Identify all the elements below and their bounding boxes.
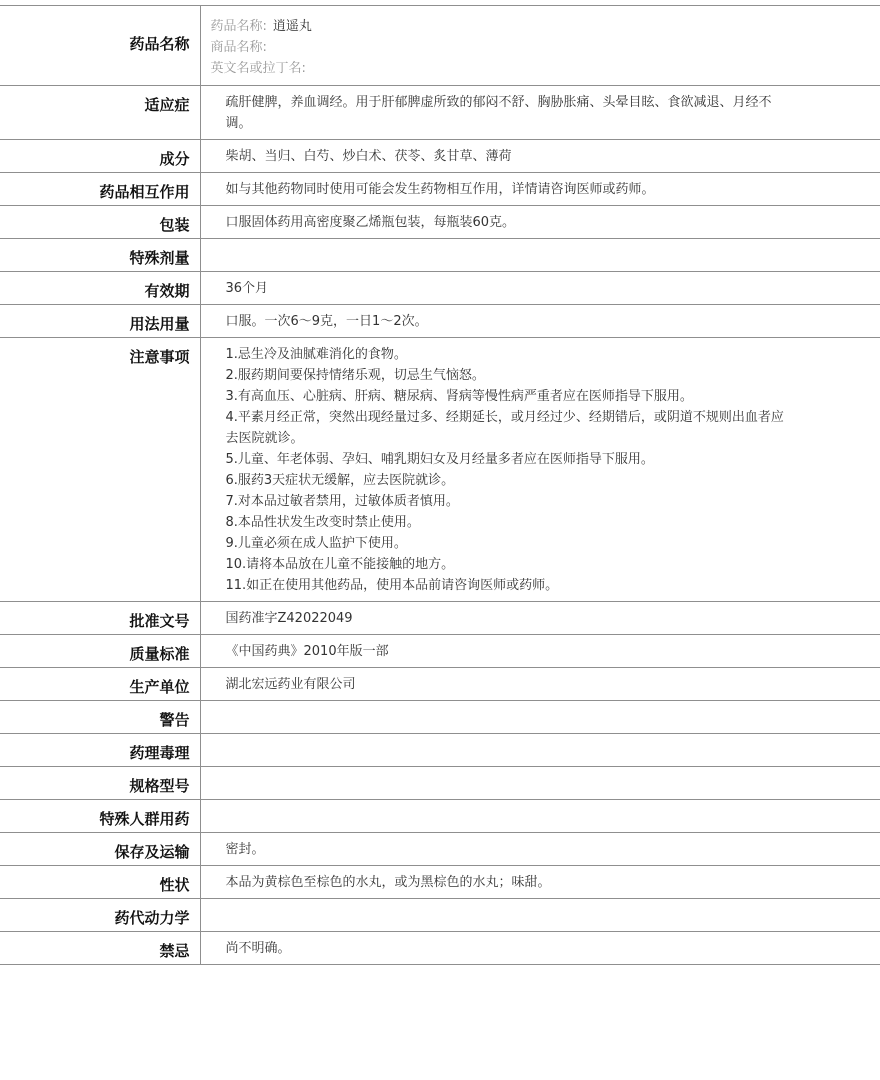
row-label-usage: 用法用量 [0,305,200,338]
row-interaction [0,173,880,206]
english-name-label: 英文名或拉丁名: [210,61,306,76]
row-packaging [0,206,880,239]
row-value-interaction: 如与其他药物同时使用可能会发生药物相互作用，详情请咨询医师或药师。 [225,182,655,197]
row-warning [0,701,880,734]
row-specification [0,767,880,800]
precaution-item: 2.服药期间要保持情绪乐观，切忌生气恼怒。 [225,368,485,383]
row-standard [0,635,880,668]
row-description [0,866,880,899]
precaution-item: 7.对本品过敏者禁用，过敏体质者慎用。 [225,494,459,509]
precaution-item: 5.儿童、年老体弱、孕妇、哺乳期妇女及月经量多者应在医师指导下服用。 [225,452,654,467]
trade-name-label: 商品名称: [210,40,267,55]
row-value-usage: 口服。一次6～9克，一日1～2次。 [225,314,428,329]
row-value-approval: 国药准字Z42022049 [225,611,353,626]
row-value-indication: 疏肝健脾，养血调经。用于肝郁脾虚所致的郁闷不舒、胸胁胀痛、头晕目眩、食欲减退、月经不调。 [225,95,772,131]
row-label-packaging: 包装 [0,206,200,239]
row-storage [0,833,880,866]
row-label-ingredients: 成分 [0,140,200,173]
row-label-indication: 适应症 [0,86,200,140]
row-value-precautions [200,338,880,602]
precaution-item: 9.儿童必须在成人监护下使用。 [225,536,407,551]
row-label-warning: 警告 [0,701,200,734]
precaution-item: 1.忌生冷及油腻难消化的食物。 [225,347,407,362]
drug-name-block [200,6,880,86]
row-value-ingredients: 柴胡、当归、白芍、炒白术、茯苓、炙甘草、薄荷 [225,149,512,164]
row-value-pharmacokinetics [200,899,880,932]
precaution-item: 4.平素月经正常，突然出现经量过多、经期延长，或月经过少、经期错后，或阴道不规则出血者应去医院就诊。 [225,410,784,446]
row-usage [0,305,880,338]
row-label-toxicology: 药理毒理 [0,734,200,767]
row-value-shelf-life: 36个月 [225,281,269,296]
row-ingredients [0,140,880,173]
row-label-description: 性状 [0,866,200,899]
row-label-pharmacokinetics: 药代动力学 [0,899,200,932]
row-value-specification [200,767,880,800]
row-label-standard: 质量标准 [0,635,200,668]
row-value-toxicology [200,734,880,767]
row-value-special-dosage [200,239,880,272]
row-label-interaction: 药品相互作用 [0,173,200,206]
row-special-population [0,800,880,833]
precaution-item: 11.如正在使用其他药品，使用本品前请咨询医师或药师。 [225,578,559,593]
drug-name-value: 逍遥丸 [272,19,312,34]
row-toxicology [0,734,880,767]
row-label-contraindications: 禁忌 [0,932,200,965]
row-indication [0,86,880,140]
row-label-approval: 批准文号 [0,602,200,635]
precaution-item: 3.有高血压、心脏病、肝病、糖尿病、肾病等慢性病严重者应在医师指导下服用。 [225,389,693,404]
row-value-description: 本品为黄棕色至棕色的水丸，或为黑棕色的水丸；味甜。 [225,875,551,890]
row-precautions [0,338,880,602]
precaution-item: 8.本品性状发生改变时禁止使用。 [225,515,420,530]
row-value-standard: 《中国药典》2010年版一部 [225,644,389,659]
row-value-special-population [200,800,880,833]
drug-spec-table [0,5,880,965]
row-special-dosage [0,239,880,272]
row-label-special-dosage: 特殊剂量 [0,239,200,272]
row-value-storage: 密封。 [225,842,265,857]
row-manufacturer [0,668,880,701]
row-value-warning [200,701,880,734]
row-value-packaging: 口服固体药用高密度聚乙烯瓶包装，每瓶装60克。 [225,215,516,230]
precaution-item: 6.服药3天症状无缓解，应去医院就诊。 [225,473,455,488]
row-label-shelf-life: 有效期 [0,272,200,305]
row-label-manufacturer: 生产单位 [0,668,200,701]
row-drug-name [0,6,880,86]
row-approval [0,602,880,635]
drug-name-line [211,16,871,37]
row-label-specification: 规格型号 [0,767,200,800]
precaution-item: 10.请将本品放在儿童不能接触的地方。 [225,557,455,572]
row-value-contraindications: 尚不明确。 [225,941,291,956]
precautions-list [226,344,791,596]
row-pharmacokinetics [0,899,880,932]
row-shelf-life [0,272,880,305]
row-value-manufacturer: 湖北宏远药业有限公司 [225,677,356,692]
row-label-special-population: 特殊人群用药 [0,800,200,833]
row-label-precautions: 注意事项 [0,338,200,602]
row-label-drug-name: 药品名称 [0,6,200,86]
row-label-storage: 保存及运输 [0,833,200,866]
row-contraindications [0,932,880,965]
drug-name-label: 药品名称: [210,19,267,34]
